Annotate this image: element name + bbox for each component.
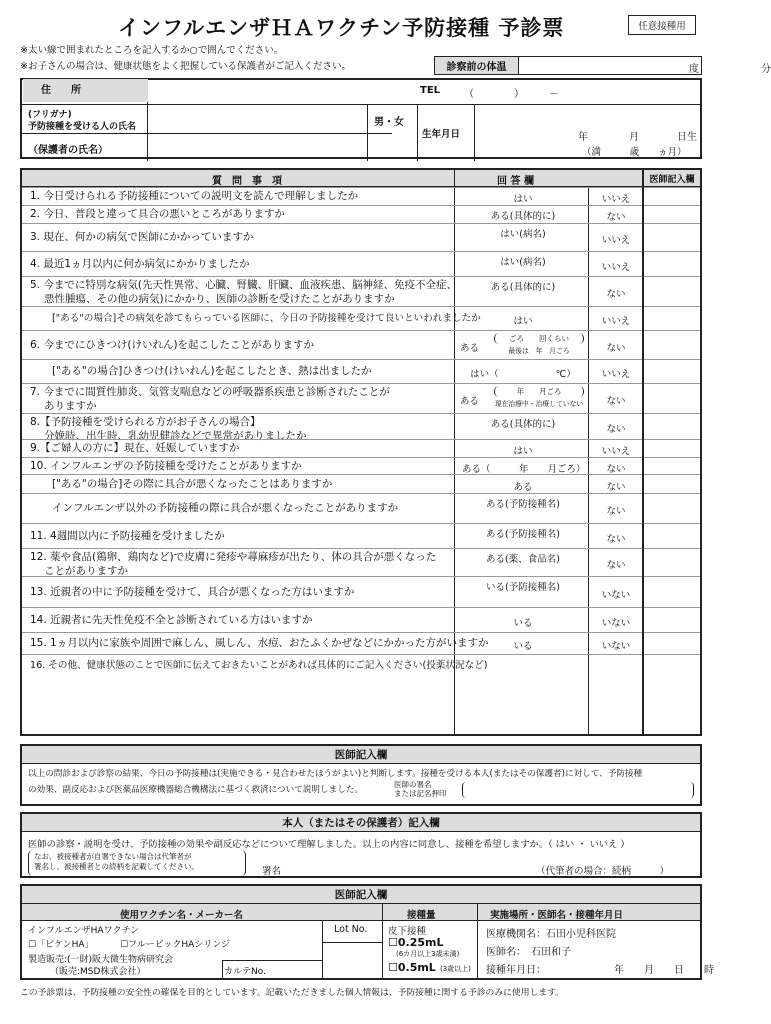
question-row [22,223,642,251]
question-text: 8.【予防接種を受けられる方がお子さんの場合】 [30,416,261,428]
question-text: 7. 今までに間質性肺炎、気管支喘息などの呼吸器系疾患と診断されたことが [30,386,390,398]
vaccine-name: インフルエンザHAワクチン [28,926,140,936]
question-row [22,439,642,457]
signature-label: または記名押印 [394,789,447,798]
vaccination-date-label: 接種年月日： [486,965,546,976]
doctor-note-cell[interactable] [644,187,700,205]
answer-header: 回 答 欄 [497,176,534,187]
answer-option-yes[interactable]: ある（ 年 月ごろ） [462,463,586,475]
sex-selector[interactable]: 男・女 [374,117,404,128]
doctor-note-cell[interactable] [644,205,700,223]
vaccination-date-field[interactable]: 年 月 日 時 [614,965,714,976]
doctor-note-cell[interactable] [644,251,700,276]
doctor-name: 医師名： 石田和子 [486,947,571,958]
answer-option-yes[interactable]: ある(具体的に) [490,282,556,293]
patient-info-section [20,78,702,159]
question-row [22,493,642,523]
question-row [22,523,642,548]
answer-option-no[interactable]: いいえ [601,446,631,457]
answer-option-yes[interactable]: ある(具体的に) [490,211,556,222]
question-row [22,576,642,607]
question-row [22,383,642,413]
question-text: 9.【ご婦人の方に】現在、妊娠していますか [30,442,240,454]
question-text: 4. 最近1ヵ月以内に何か病気にかかりましたか [30,257,250,270]
age-field[interactable]: （満 歳 ヵ月） [582,147,687,158]
doctor-note-cell[interactable] [644,493,700,523]
proxy-note: なお、被接種者が自署できない場合は代筆者が [34,852,192,861]
question-row [22,607,642,632]
doctor-note-cell[interactable] [644,576,700,607]
place-column-header: 実施場所・医師名・接種年月日 [490,910,624,921]
question-text: ことがありますか [44,565,128,577]
section-title: 本人（またはその保護者）記入欄 [22,814,700,832]
consent-text: 医師の診察・説明を受け、予防接種の効果や副反応などについて理解しました。以上の内容に同意し、接種を希望しますか。（ はい ・ いいえ ） [28,839,630,850]
question-row [22,359,642,383]
answer-option-no[interactable]: ない [606,560,626,571]
answer-option-no[interactable]: いいえ [601,194,631,205]
furigana-label: (フリガナ) [28,110,72,120]
answer-detail[interactable]: ごろ 回くらい [494,333,584,344]
dose-note: (6カ月以上3歳未満) [396,950,460,958]
answer-option-yes[interactable]: はい(病名) [500,257,546,268]
answer-detail[interactable]: 最後は 年 月ごろ [508,347,570,355]
instruction-note: ※お子さんの場合は、健康状態をよく把握している保護者がご記入ください。 [20,61,351,72]
vaccine-option-flubik[interactable]: ☐フルービックHAシリンジ [120,940,231,950]
dose-column-header: 接種量 [407,910,436,921]
answer-option-yes[interactable]: はい（ ℃） [470,369,576,380]
question-text: 3. 現在、何かの病気で医師にかかっていますか [30,231,254,243]
address-label: 住 所 [23,79,148,102]
answer-option-yes[interactable]: ある [513,481,533,493]
assessment-text: の効果、副反応および医薬品医療機器総合機構法に基づく救済について説明しました。 [28,785,363,795]
distributor: （販売:MSD株式会社） [50,967,146,977]
assessment-text: 以上の問診および診察の結果、今日の予防接種は(実施できる・見合わせたほうがよい)と判断します。接種を受ける本人(またはその保護者)に対して、予防接種 [28,769,643,779]
answer-option-no[interactable]: いない [601,589,631,601]
answer-option-no[interactable]: ない [606,212,626,223]
answer-option-no[interactable]: いいえ [601,261,631,273]
name-label: 予防接種を受ける人の氏名 [28,122,137,132]
answer-option-yes[interactable]: はい [513,446,533,457]
question-text: 分娩時、出生時、乳幼児健診などで異常がありましたか [44,430,307,442]
question-text: 14. 近親者に先天性免疫不全と診断されている方はいますか [30,613,313,626]
address-field[interactable] [157,82,407,102]
proxy-relation-field[interactable]: （代筆者の場合：続柄 ） [536,866,670,877]
guardian-name-field[interactable] [152,136,362,158]
question-text: 5. 今までに特別な病気(先天性異常、心臓、腎臓、肝臓、血液疾患、脳神経、免疫不全症、 [30,279,457,291]
answer-option-yes[interactable]: いる [513,617,533,629]
answer-option-yes[interactable]: いる(予防接種名) [486,582,560,593]
question-row [22,548,642,576]
answer-option-no[interactable]: いいえ [601,316,631,327]
month-unit: 月 [629,132,639,143]
name-field[interactable] [152,106,362,131]
question-text: ["ある"の場合]その病気を診てもらっている医師に、今日の予防接種を受けて良いといわれましたか [52,313,481,324]
answer-option-no[interactable]: ない [606,533,626,545]
signature-label: 署名 [262,866,282,877]
answer-option-no[interactable]: ない [606,289,626,300]
answer-option-no[interactable]: ない [606,481,626,493]
question-row [22,205,642,223]
chart-number-field[interactable]: カルテNo. [224,967,266,977]
doctor-note-cell[interactable] [644,383,700,413]
answer-option-yes[interactable]: ある(具体的に) [490,419,556,430]
doctor-note-cell[interactable] [644,654,700,676]
answer-option-yes[interactable]: ある(薬、食品名) [486,554,560,565]
question-text: ["ある"の場合]ひきつけ(けいれん)を起こしたとき、熱は出ましたか [52,365,372,377]
lot-number-field[interactable]: Lot No. [334,924,368,935]
question-text: 13. 近親者の中に予防接種を受けて、具合が悪くなった方はいますか [30,585,355,598]
page-title: インフルエンザＨＡワクチン予防接種 予診票 [118,16,565,40]
dose-option-025[interactable]: ☐0.25mL [388,936,444,949]
clinic-name: 医療機関名：石田小児科医院 [486,929,616,940]
doctor-note-cell[interactable] [644,632,700,654]
answer-option-yes[interactable]: ある [460,396,480,407]
answer-detail[interactable]: 年 月ごろ [494,386,584,397]
tel-label: TEL [420,85,441,96]
dose-note: (3歳以上) [440,965,471,973]
question-row [22,413,642,442]
question-row [22,654,642,676]
doctor-note-cell[interactable] [644,523,700,548]
question-text: 悪性腫瘍、その他の病気)にかかり、医師の診断を受けたことがありますか [44,293,395,305]
doctor-note-cell[interactable] [644,474,700,493]
answer-option-no[interactable]: ない [606,342,626,354]
question-text: 6. 今までにひきつけ(けいれん)を起こしたことがありますか [30,338,315,351]
section-title: 医師記入欄 [22,746,700,764]
question-text: 15. 1ヵ月以内に家族や周囲で麻しん、風しん、水痘、おたふくかぜなどにかかった方がいますか [30,637,489,649]
doctor-notes-header: 医師記入欄 [644,170,700,187]
question-row [22,632,642,654]
question-text: 12. 薬や食品(鶏卵、鶏肉など)で皮膚に発疹や蕁麻疹が出たり、体の具合が悪くなった [30,551,437,563]
guardian-label: （保護者の氏名） [28,145,108,156]
section-title: 医師記入欄 [22,886,700,904]
doctor-note-cell[interactable] [644,413,700,439]
year-unit: 年 [578,132,588,143]
answer-option-no[interactable]: ない [606,396,626,407]
temperature-field[interactable] [434,56,771,75]
day-unit: 日生 [677,132,697,143]
manufacturer: 製造販売:(一財)阪大微生物病研究会 [28,955,174,965]
question-text: 10. インフルエンザの予防接種を受けたことがありますか [30,459,302,472]
answer-option-no[interactable]: ない [606,424,626,435]
doctor-note-cell[interactable] [644,330,700,359]
question-row [22,276,642,306]
doctor-note-cell[interactable] [644,457,700,474]
doctor-note-cell[interactable] [644,607,700,632]
doctor-note-cell[interactable] [644,276,700,306]
doctor-signature-field[interactable] [462,782,694,798]
privacy-footer: この予診票は、予防接種の安全性の確保を目的としています。記載いただきました個人情報は、予防接種に関する予診のみに使用します。 [20,988,565,998]
questionnaire-table [20,168,644,736]
answer-option-no[interactable]: いいえ [601,235,631,246]
answer-option-no[interactable]: いない [601,641,631,652]
question-text: 2. 今日、普段と違って具合の悪いところがありますか [30,208,285,220]
degree-unit: 度 [689,64,699,75]
answer-option-yes[interactable]: いる [513,641,533,652]
answer-detail[interactable]: 現在治療中・治療していない [494,400,584,408]
doctor-note-cell[interactable] [644,439,700,457]
proxy-note: 署名し、被接種者との続柄を記載してください。 [34,862,199,871]
question-row [22,251,642,276]
question-row [22,474,642,493]
doctor-notes-column [644,168,702,736]
question-text: ありますか [44,400,97,412]
consent-section [20,812,702,878]
injection-route: 皮下接種 [388,926,427,937]
question-row [22,306,642,330]
dob-label: 生年月日 [422,129,461,140]
answer-option-no[interactable]: ない [606,506,626,517]
answer-option-yes[interactable]: ある(予防接種名) [486,529,560,540]
doctor-note-cell[interactable] [644,306,700,330]
question-text: 11. 4週間以内に予防接種を受けましたか [30,529,225,542]
answer-option-yes[interactable]: ある [460,342,480,354]
question-row [22,330,642,359]
answer-option-no[interactable]: ない [606,463,626,475]
vaccine-column-header: 使用ワクチン名・メーカー名 [120,910,243,921]
instruction-note: ※太い線で囲まれたところを記入するか○で囲んでください。 [20,45,284,56]
answer-option-yes[interactable]: はい [513,194,533,205]
vaccination-record-section [20,884,714,980]
answer-option-no[interactable]: いいえ [601,369,631,380]
doctor-note-cell[interactable] [644,359,700,383]
answer-option-yes[interactable]: はい(病名) [500,229,546,240]
signature-label: 医師の署名 [394,780,432,789]
question-text: インフルエンザ以外の予防接種の際に具合が悪くなったことがありますか [52,502,399,514]
doctor-note-cell[interactable] [644,548,700,576]
vaccine-option-biken[interactable]: ☐「ビケンHA」 [28,940,94,950]
question-text: 1. 今日受けられる予防接種についての説明文を読んで理解しましたか [30,190,359,202]
answer-option-yes[interactable]: はい [513,316,533,327]
question-text: ["ある"の場合]その際に具合が悪くなったことはありますか [52,477,333,490]
tel-format: （ ） － [464,89,559,100]
form-type-badge: 任意接種用 [628,15,696,35]
answer-option-no[interactable]: いない [601,617,631,629]
answer-option-yes[interactable]: ある(予防接種名) [486,499,560,510]
dose-option-05[interactable]: ☐0.5mL [388,961,436,974]
question-row [22,187,642,205]
doctor-note-cell[interactable] [644,223,700,251]
question-header: 質 問 事 項 [212,176,282,187]
question-row [22,457,642,474]
temperature-label: 診察前の体温 [435,57,519,74]
minute-unit: 分 [761,64,771,75]
doctor-assessment-section [20,744,702,806]
question-text: 16. その他、健康状態のことで医師に伝えておきたいことがあれば具体的にご記入ください(投薬状況など) [30,660,488,671]
